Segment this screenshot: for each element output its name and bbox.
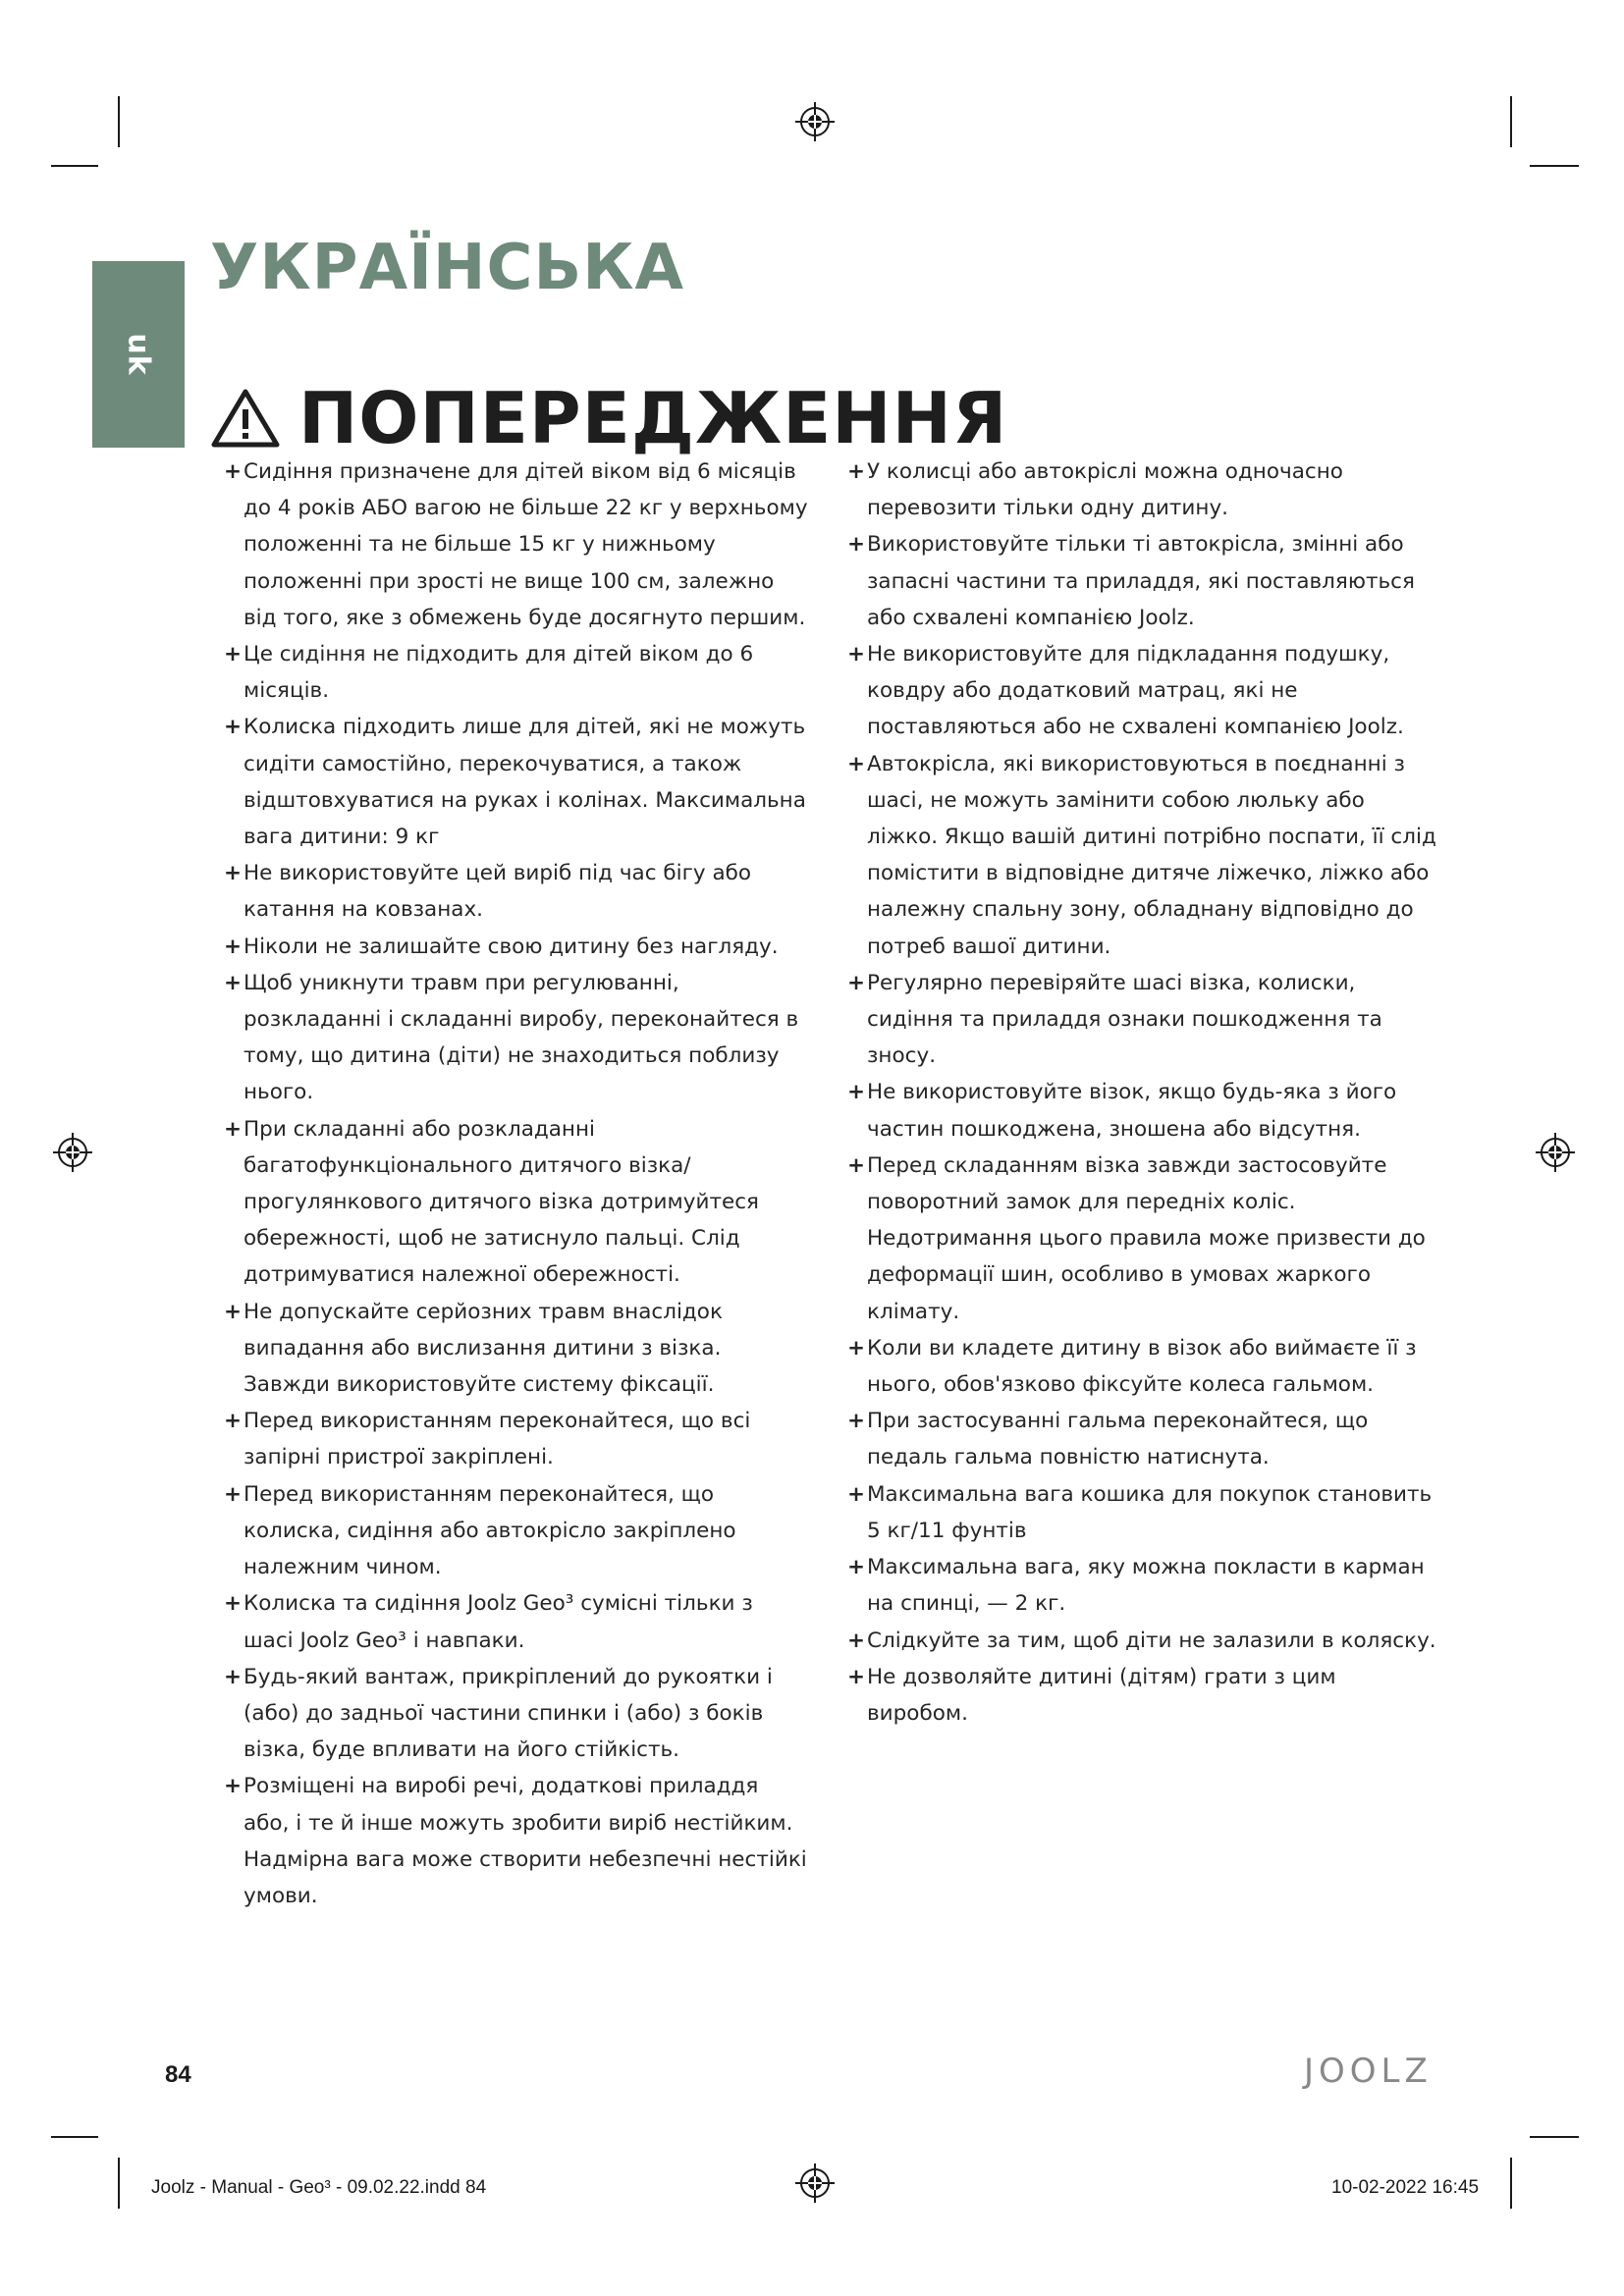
warning-item: + Максимальна вага кошика для покупок становить 5 кг/11 фунтів: [851, 1476, 1440, 1549]
crop-mark: [118, 2158, 120, 2209]
warning-heading: [210, 377, 1007, 459]
warning-item: + Це сидіння не підходить для дітей віком до 6 місяців.: [228, 636, 809, 709]
warning-item: + Будь-який вантаж, прикріплений до рукоятки і (або) до задньої частини спинки і (або) з боків візка, буде впливати на його стійкість.: [228, 1659, 809, 1769]
crop-mark: [1530, 165, 1579, 167]
registration-mark-icon: [793, 2162, 837, 2205]
page-number: 84: [165, 2061, 191, 2088]
warning-item: + Ніколи не залишайте свою дитину без нагляду.: [228, 929, 809, 965]
warning-item: + Автокрісла, які використовуються в поєднанні з шасі, не можуть замінити собою люльку або ліжко. Якщо вашій дитині потрібно поспати, її слід помістити в відповідне дитяче ліжечко, ліжко або належну спальну зону, обладнану відповідно до потреб вашої дитини.: [851, 746, 1440, 965]
brand-logo: JOOLZ: [1304, 2052, 1433, 2091]
warning-item: + Не використовуйте цей виріб під час бігу або катання на ковзанах.: [228, 855, 809, 928]
warning-item: + Не допускайте серйозних травм внаслідок випадання або вислизання дитини з візка. Завжди використовуйте систему фіксації.: [228, 1294, 809, 1404]
warning-item: + Колиска та сидіння Joolz Geo³ сумісні тільки з шасі Joolz Geo³ і навпаки.: [228, 1585, 809, 1658]
warning-item: + Розміщені на виробі речі, додаткові приладдя або, і те й інше можуть зробити виріб нестійким. Надмірна вага може створити небезпечні нестійкі умови.: [228, 1768, 809, 1914]
crop-mark: [51, 2136, 98, 2138]
warning-item: + Використовуйте тільки ті автокрісла, змінні або запасні частини та приладдя, які поставляються або схвалені компанією Joolz.: [851, 526, 1440, 636]
registration-mark-icon: [1534, 1131, 1577, 1174]
language-title: УКРАЇНСЬКА: [210, 232, 685, 304]
crop-mark: [1510, 96, 1512, 147]
crop-mark: [118, 96, 120, 147]
warning-item: + Коли ви кладете дитину в візок або виймаєте її з нього, обов'язково фіксуйте колеса гальмом.: [851, 1330, 1440, 1403]
warning-item: + Не дозволяйте дитині (дітям) грати з цим виробом.: [851, 1659, 1440, 1732]
warning-triangle-icon: [210, 387, 281, 450]
warning-item: + Перед складанням візка завжди застосовуйте поворотний замок для передніх коліс. Недотримання цього правила може призвести до деформації шин, особливо в умовах жаркого клімату.: [851, 1148, 1440, 1330]
language-tab: [92, 261, 185, 448]
warnings-list-left: [228, 454, 809, 1914]
print-slug-file: Joolz - Manual - Geo³ - 09.02.22.indd 84: [151, 2177, 487, 2198]
warning-item: + Не використовуйте для підкладання подушку, ковдру або додатковий матрац, які не поставляються або не схвалені компанією Joolz.: [851, 636, 1440, 746]
warning-item: + Максимальна вага, яку можна покласти в карман на спинці, — 2 кг.: [851, 1549, 1440, 1622]
warning-item: + Перед використанням переконайтеся, що колиска, сидіння або автокрісло закріплено належним чином.: [228, 1476, 809, 1586]
warning-item: + Колиска підходить лише для дітей, які не можуть сидіти самостійно, перекочуватися, а також відштовхуватися на руках і колінах. Максимальна вага дитини: 9 кг: [228, 709, 809, 855]
registration-mark-icon: [51, 1131, 94, 1174]
warnings-list-right: [851, 454, 1440, 1732]
warning-item: + Сидіння призначене для дітей віком від 6 місяців до 4 років АБО вагою не більше 22 кг у верхньому положенні та не більше 15 кг у нижньому положенні при зрості не вище 100 см, залежно від того, яке з обмежень буде досягнуто першим.: [228, 454, 809, 636]
crop-mark: [1510, 2158, 1512, 2209]
warning-item: + При застосуванні гальма переконайтеся, що педаль гальма повністю натиснута.: [851, 1403, 1440, 1475]
warning-item: + Регулярно перевіряйте шасі візка, колиски, сидіння та приладдя ознаки пошкодження та зносу.: [851, 965, 1440, 1075]
warning-item: + При складанні або розкладанні багатофункціонального дитячого візка/прогулянкового дитячого візка дотримуйтеся обережності, щоб не затиснуло пальці. Слід дотримуватися належної обережності.: [228, 1111, 809, 1294]
warning-item: + Не використовуйте візок, якщо будь-яка з його частин пошкоджена, зношена або відсутня.: [851, 1074, 1440, 1147]
crop-mark: [51, 165, 98, 167]
crop-mark: [1530, 2136, 1579, 2138]
print-slug-date: 10-02-2022 16:45: [1331, 2177, 1480, 2198]
warning-heading-text: ПОПЕРЕДЖЕННЯ: [298, 377, 1008, 459]
warning-item: + Слідкуйте за тим, щоб діти не залазили в коляску.: [851, 1623, 1440, 1659]
warning-item: + У колисці або автокріслі можна одночасно перевозити тільки одну дитину.: [851, 454, 1440, 526]
language-code: uk: [121, 333, 156, 376]
registration-mark-icon: [793, 100, 837, 143]
warning-item: + Перед використанням переконайтеся, що всі запірні пристрої закріплені.: [228, 1403, 809, 1475]
warning-item: + Щоб уникнути травм при регулюванні, розкладанні і складанні виробу, переконайтеся в тому, що дитина (діти) не знаходиться поблизу нього.: [228, 965, 809, 1111]
